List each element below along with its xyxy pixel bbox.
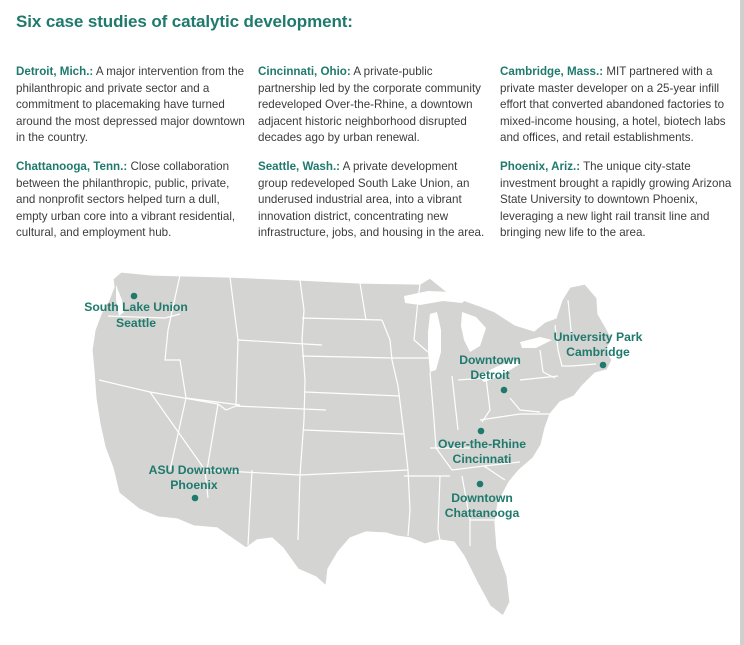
label-detroit-line2: Detroit — [470, 368, 510, 382]
page-heading: Six case studies of catalytic development: — [16, 12, 353, 31]
label-cambridge-line1: University Park — [553, 330, 643, 344]
case-study-place: Chattanooga, Tenn.: — [16, 159, 128, 173]
marker-cincinnati — [478, 428, 485, 435]
label-chattanooga-line1: Downtown — [451, 491, 513, 505]
marker-cambridge — [600, 362, 607, 369]
case-study-text: MIT partnered with a private master developer on a 25-year infill effort that converted abandoned factories to mixed-income housing, a hotel, biotech labs and offices, and retail establishments. — [500, 65, 726, 145]
label-cincinnati-line2: Cincinnati — [452, 452, 512, 466]
label-phoenix-line1: ASU Downtown — [148, 463, 240, 477]
marker-seattle — [131, 293, 138, 300]
label-seattle-line1: South Lake Union — [84, 300, 188, 314]
case-study-text: A private-public partnership led by the corporate community redeveloped Over-the-Rhine, a downtown adjacent historic neighborhood disrupted decades ago by urban renewal. — [258, 65, 481, 145]
case-study-place: Seattle, Wash.: — [258, 159, 341, 173]
marker-phoenix — [192, 495, 199, 502]
label-seattle-line2: Seattle — [116, 316, 156, 330]
marker-chattanooga — [477, 481, 484, 488]
label-cincinnati-line1: Over-the-Rhine — [437, 437, 527, 451]
marker-detroit — [501, 387, 508, 394]
case-study-text: A private development group redeveloped South Lake Union, an underused industrial area, into a vibrant innovation district, concentrating new infrastructure, jobs, and housing in the area. — [258, 159, 485, 240]
case-study-text: A major intervention from the philanthropic and private sector and a commitment to placemaking have turned around the most depressed major downtown in the country. — [16, 65, 245, 145]
label-phoenix-line2: Phoenix — [170, 478, 218, 492]
case-study-place: Cincinnati, Ohio: — [258, 65, 351, 78]
case-study-text: The unique city-state investment brought a rapidly growing Arizona State University to downtown Phoenix, leveraging a new light rail transit line and bringing new life to the area. — [500, 159, 732, 240]
label-chattanooga-line2: Chattanooga — [444, 506, 520, 520]
case-study-text: Close collaboration between the philanthropic, public, private, and nonprofit sectors helped turn a dull, empty urban core into a vibrant residential, cultural, and employment hub. — [16, 159, 236, 240]
label-detroit-line1: Downtown — [459, 353, 521, 367]
case-study-place: Cambridge, Mass.: — [500, 65, 604, 78]
case-study-place: Detroit, Mich.: — [16, 65, 94, 78]
label-cambridge-line2: Cambridge — [566, 345, 630, 359]
case-study-place: Phoenix, Ariz.: — [500, 159, 581, 173]
